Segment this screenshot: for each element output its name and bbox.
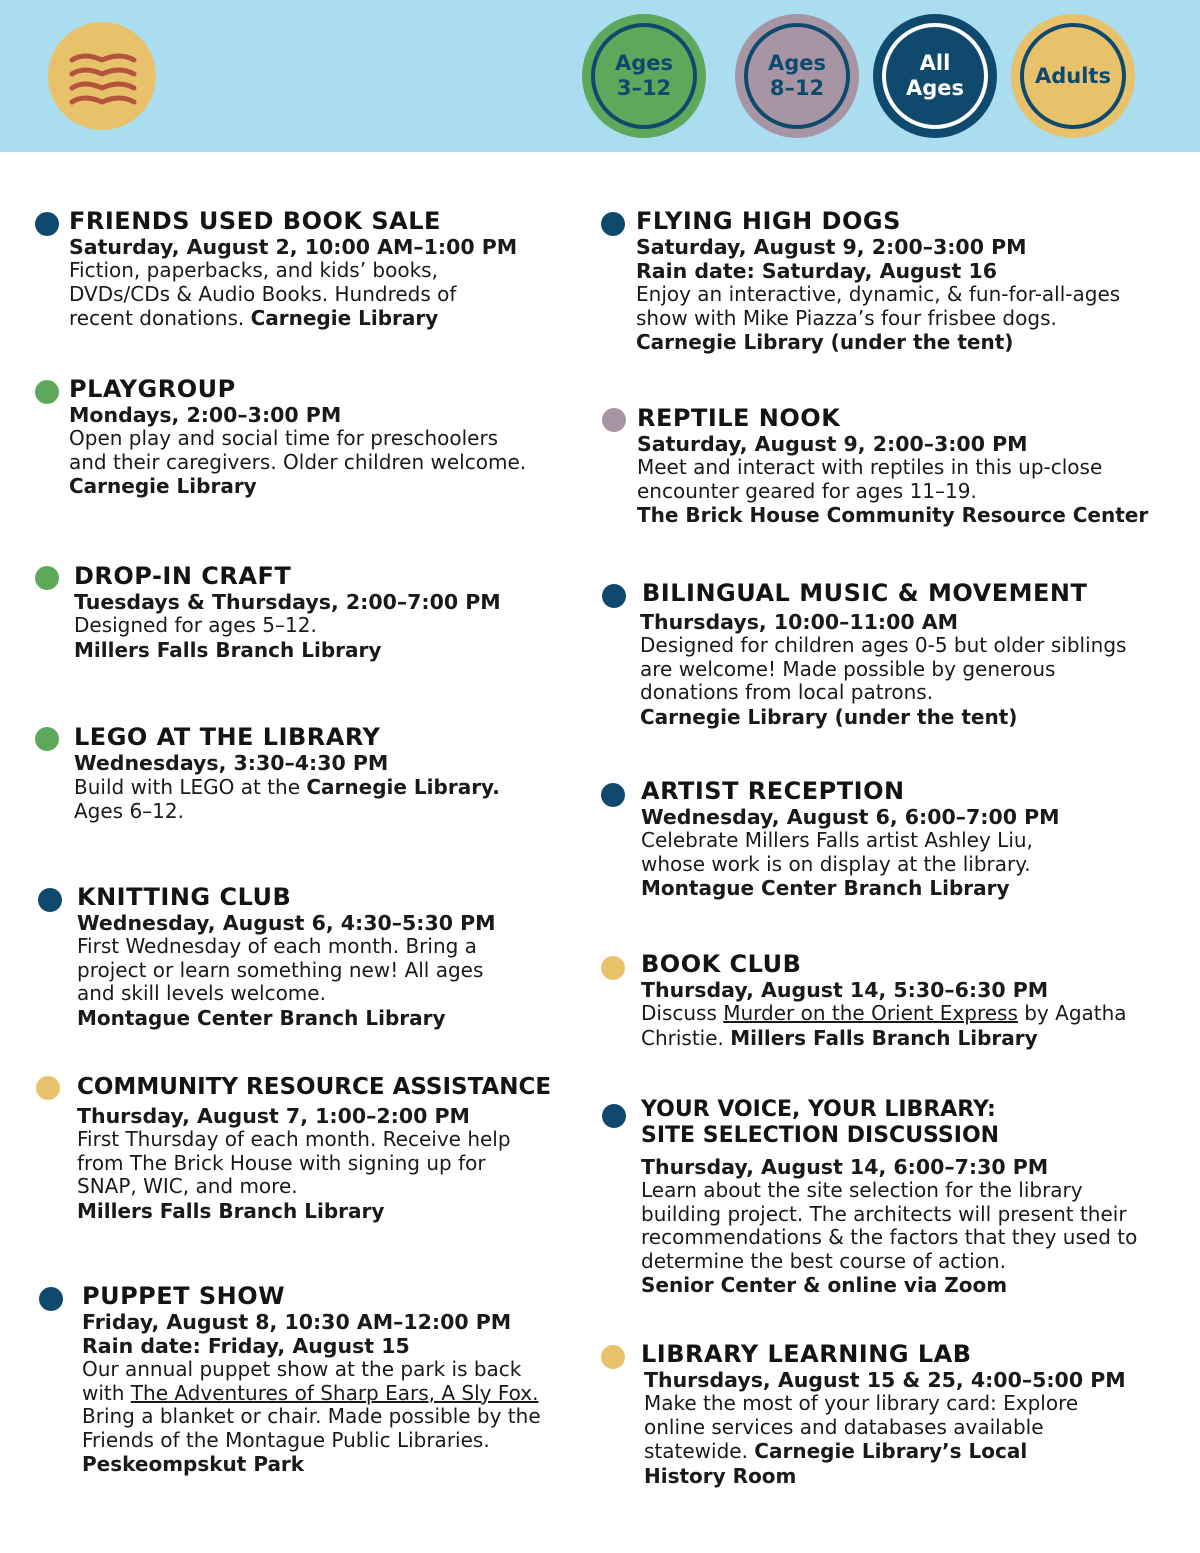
event-description: recent donations. bbox=[69, 306, 251, 331]
event-description: Celebrate Millers Falls artist Ashley Liu, bbox=[641, 828, 1033, 852]
event-location: Carnegie Library. bbox=[306, 775, 500, 799]
event-title: BILINGUAL MUSIC & MOVEMENT bbox=[642, 579, 1088, 607]
event-datetime: Thursday, August 14, 6:00–7:30 PM bbox=[641, 1155, 1049, 1179]
ages-3-12-dot-icon bbox=[35, 727, 59, 751]
event-title: PLAYGROUP bbox=[69, 375, 236, 403]
adults-dot-icon bbox=[601, 1345, 625, 1369]
event-description: Fiction, paperbacks, and kids’ books, bbox=[69, 258, 438, 282]
event-title: FLYING HIGH DOGS bbox=[636, 207, 901, 235]
event-location: Carnegie Library’s Local bbox=[754, 1439, 1028, 1464]
all-ages-dot-icon bbox=[602, 584, 626, 608]
event-location: The Brick House Community Resource Center bbox=[637, 503, 1149, 528]
event-description: Discuss bbox=[641, 1001, 724, 1025]
adults-dot-icon bbox=[36, 1076, 60, 1100]
event-description: donations from local patrons. bbox=[640, 680, 934, 705]
badge-adults bbox=[1011, 14, 1135, 138]
event-datetime: Wednesday, August 6, 4:30–5:30 PM bbox=[77, 911, 496, 935]
event-description: Friends of the Montague Public Libraries. bbox=[82, 1427, 490, 1452]
event-title: LEGO AT THE LIBRARY bbox=[74, 723, 381, 751]
event-description: Enjoy an interactive, dynamic, & fun-for-all-ages bbox=[636, 282, 1121, 306]
event-datetime: Wednesdays, 3:30–4:30 PM bbox=[74, 751, 389, 775]
event-datetime: Saturday, August 9, 2:00–3:00 PM bbox=[637, 432, 1028, 456]
all-ages-dot-icon bbox=[602, 1104, 626, 1128]
event-description: Ages 6–12. bbox=[74, 798, 184, 823]
event-description: Bring a blanket or chair. Made possible by the bbox=[82, 1404, 541, 1429]
event-description: First Thursday of each month. Receive help bbox=[77, 1127, 511, 1151]
event-location: Montague Center Branch Library bbox=[641, 876, 1010, 901]
badge-label: Ages 8–12 bbox=[767, 51, 827, 100]
event-description: Christie. bbox=[641, 1025, 731, 1050]
event-datetime: Tuesdays & Thursdays, 2:00–7:00 PM bbox=[74, 590, 501, 614]
event-title: REPTILE NOOK bbox=[637, 404, 841, 432]
event-title: LIBRARY LEARNING LAB bbox=[641, 1340, 972, 1368]
event-datetime: Thursday, August 14, 5:30–6:30 PM bbox=[641, 978, 1049, 1002]
event-location: Millers Falls Branch Library bbox=[77, 1198, 385, 1223]
event-datetime: Thursdays, 10:00–11:00 AM bbox=[640, 610, 959, 634]
event-description: Our annual puppet show at the park is back bbox=[82, 1357, 522, 1381]
event-location: Millers Falls Branch Library bbox=[730, 1025, 1038, 1050]
all-ages-dot-icon bbox=[601, 212, 625, 236]
all-ages-dot-icon bbox=[35, 212, 59, 236]
badge-label: Ages 3–12 bbox=[614, 51, 674, 100]
event-rain-date: Rain date: Saturday, August 16 bbox=[636, 259, 997, 283]
ages-8-12-dot-icon bbox=[602, 408, 626, 432]
event-description: encounter geared for ages 11–19. bbox=[637, 478, 977, 503]
event-description: Build with LEGO at the bbox=[74, 775, 307, 799]
event-description: determine the best course of action. bbox=[641, 1248, 1006, 1273]
event-title: YOUR VOICE, YOUR LIBRARY: bbox=[641, 1097, 996, 1122]
event-description: Learn about the site selection for the library bbox=[641, 1178, 1083, 1202]
event-description: Meet and interact with reptiles in this up-close bbox=[637, 455, 1103, 479]
event-title: SITE SELECTION DISCUSSION bbox=[641, 1123, 1000, 1148]
event-location: History Room bbox=[644, 1463, 797, 1488]
event-description: project or learn something new! All ages bbox=[77, 957, 484, 982]
book-pages-icon bbox=[48, 22, 156, 130]
event-description: and their caregivers. Older children welcome. bbox=[69, 449, 527, 474]
event-location: Millers Falls Branch Library bbox=[74, 637, 382, 662]
badge-all-ages bbox=[873, 14, 997, 138]
event-description: recommendations & the factors that they used to bbox=[641, 1225, 1138, 1250]
event-description: First Wednesday of each month. Bring a bbox=[77, 934, 477, 958]
event-description: DVDs/CDs & Audio Books. Hundreds of bbox=[69, 281, 457, 306]
library-logo bbox=[48, 22, 156, 130]
event-location: Carnegie Library (under the tent) bbox=[636, 330, 1014, 355]
event-location: Peskeompskut Park bbox=[82, 1452, 305, 1477]
event-description: and skill levels welcome. bbox=[77, 981, 326, 1006]
event-description: with bbox=[82, 1380, 131, 1405]
event-title: DROP-IN CRAFT bbox=[74, 562, 292, 590]
event-title: ARTIST RECEPTION bbox=[641, 777, 905, 805]
event-datetime: Thursdays, August 15 & 25, 4:00–5:00 PM bbox=[644, 1368, 1126, 1392]
adults-dot-icon bbox=[601, 956, 625, 980]
event-description: building project. The architects will present their bbox=[641, 1201, 1127, 1226]
event-title: BOOK CLUB bbox=[641, 950, 802, 978]
all-ages-dot-icon bbox=[39, 1287, 63, 1311]
event-datetime: Saturday, August 2, 10:00 AM–1:00 PM bbox=[69, 235, 518, 259]
event-datetime: Saturday, August 9, 2:00–3:00 PM bbox=[636, 235, 1027, 259]
event-datetime: Mondays, 2:00–3:00 PM bbox=[69, 403, 342, 427]
event-location: Carnegie Library (under the tent) bbox=[640, 704, 1018, 729]
all-ages-dot-icon bbox=[38, 888, 62, 912]
ages-3-12-dot-icon bbox=[35, 380, 59, 404]
event-description: Make the most of your library card: Explore bbox=[644, 1391, 1079, 1415]
puppet-show-title: The Adventures of Sharp Ears, A Sly Fox. bbox=[130, 1380, 539, 1405]
event-title: PUPPET SHOW bbox=[82, 1282, 286, 1310]
event-description: Designed for ages 5–12. bbox=[74, 613, 317, 637]
event-location: Carnegie Library bbox=[250, 306, 439, 331]
event-description: by Agatha bbox=[1017, 1001, 1127, 1025]
event-description: from The Brick House with signing up for bbox=[77, 1150, 486, 1175]
event-location: Montague Center Branch Library bbox=[77, 1005, 446, 1030]
event-description: show with Mike Piazza’s four frisbee dogs. bbox=[636, 305, 1057, 330]
event-datetime: Thursday, August 7, 1:00–2:00 PM bbox=[77, 1104, 470, 1128]
event-location: Senior Center & online via Zoom bbox=[641, 1273, 1008, 1298]
book-title: Murder on the Orient Express bbox=[723, 1001, 1018, 1025]
event-datetime: Friday, August 8, 10:30 AM–12:00 PM bbox=[82, 1310, 512, 1334]
badge-ages-3-12 bbox=[582, 14, 706, 138]
all-ages-dot-icon bbox=[601, 783, 625, 807]
event-description: Open play and social time for preschoolers bbox=[69, 426, 499, 450]
badge-label: All Ages bbox=[905, 51, 965, 100]
event-description: online services and databases available bbox=[644, 1414, 1044, 1439]
event-title: KNITTING CLUB bbox=[77, 883, 292, 911]
event-description: statewide. bbox=[644, 1439, 755, 1464]
event-title: FRIENDS USED BOOK SALE bbox=[69, 207, 441, 235]
event-rain-date: Rain date: Friday, August 15 bbox=[82, 1334, 410, 1358]
badge-label: Adults bbox=[1035, 63, 1111, 88]
event-description: SNAP, WIC, and more. bbox=[77, 1174, 298, 1199]
header-band bbox=[0, 0, 1200, 152]
badge-ages-8-12 bbox=[735, 14, 859, 138]
event-description: Designed for children ages 0-5 but older siblings bbox=[640, 633, 1127, 657]
event-datetime: Wednesday, August 6, 6:00–7:00 PM bbox=[641, 805, 1060, 829]
event-location: Carnegie Library bbox=[69, 474, 257, 499]
event-description: whose work is on display at the library. bbox=[641, 851, 1031, 876]
event-title: COMMUNITY RESOURCE ASSISTANCE bbox=[77, 1074, 552, 1100]
event-description: are welcome! Made possible by generous bbox=[640, 656, 1056, 681]
ages-3-12-dot-icon bbox=[35, 566, 59, 590]
